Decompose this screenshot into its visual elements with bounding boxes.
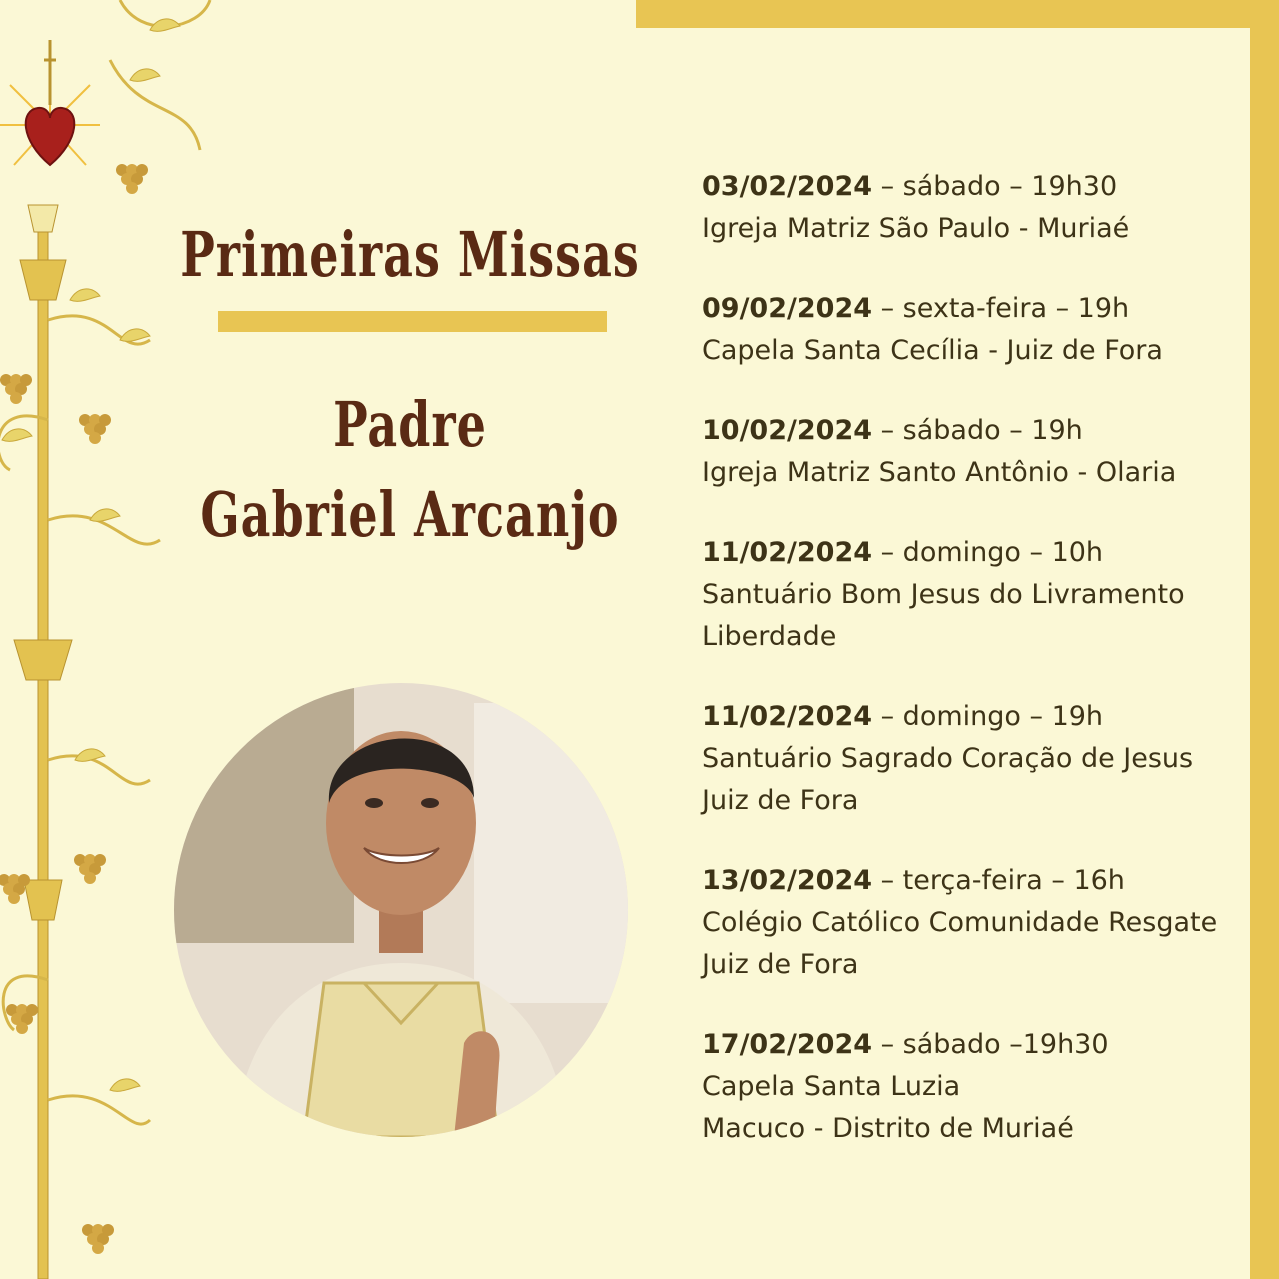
schedule-entry [702, 166, 1242, 250]
gold-frame-top [636, 0, 1279, 28]
sacred-heart-icon [26, 108, 75, 165]
entry-location-city: Liberdade [702, 621, 837, 652]
entry-date: 11/02/2024 [702, 537, 873, 568]
entry-location: Igreja Matriz São Paulo - Muriaé [702, 213, 1130, 244]
entry-location-city: Macuco - Distrito de Muriaé [702, 1113, 1074, 1144]
entry-day-time: – terça-feira – 16h [872, 865, 1125, 896]
priest-name: Gabriel Arcanjo [200, 478, 620, 551]
entry-day-time: – sexta-feira – 19h [872, 293, 1130, 324]
entry-day-time: – sábado – 19h30 [872, 171, 1118, 202]
title-divider [218, 311, 607, 332]
schedule-entry [702, 288, 1242, 372]
vine-border-ornament [0, 0, 222, 1279]
entry-location: Colégio Católico Comunidade Resgate [702, 907, 1218, 938]
schedule-entry [702, 532, 1242, 658]
entry-day-time: – sábado –19h30 [872, 1029, 1109, 1060]
entry-date: 11/02/2024 [702, 701, 873, 732]
mass-schedule-list [702, 166, 1242, 1188]
entry-date: 09/02/2024 [702, 293, 873, 324]
entry-day-time: – domingo – 19h [872, 701, 1104, 732]
schedule-entry [702, 696, 1242, 822]
page-title: Primeiras Missas [180, 218, 640, 291]
priest-portrait-photo [174, 683, 628, 1137]
entry-location: Santuário Bom Jesus do Livramento [702, 579, 1185, 610]
entry-location: Capela Santa Luzia [702, 1071, 961, 1102]
entry-day-time: – domingo – 10h [872, 537, 1104, 568]
entry-date: 13/02/2024 [702, 865, 873, 896]
entry-location-city: Juiz de Fora [702, 949, 859, 980]
gold-frame-right [1250, 0, 1279, 1279]
schedule-entry [702, 410, 1242, 494]
entry-location: Capela Santa Cecília - Juiz de Fora [702, 335, 1163, 366]
entry-date: 17/02/2024 [702, 1029, 873, 1060]
entry-date: 10/02/2024 [702, 415, 873, 446]
entry-location: Igreja Matriz Santo Antônio - Olaria [702, 457, 1177, 488]
entry-location-city: Juiz de Fora [702, 785, 859, 816]
entry-day-time: – sábado – 19h [872, 415, 1083, 446]
schedule-entry [702, 1024, 1242, 1150]
entry-location: Santuário Sagrado Coração de Jesus [702, 743, 1194, 774]
schedule-entry [702, 860, 1242, 986]
priest-title: Padre [333, 388, 487, 461]
entry-date: 03/02/2024 [702, 171, 873, 202]
